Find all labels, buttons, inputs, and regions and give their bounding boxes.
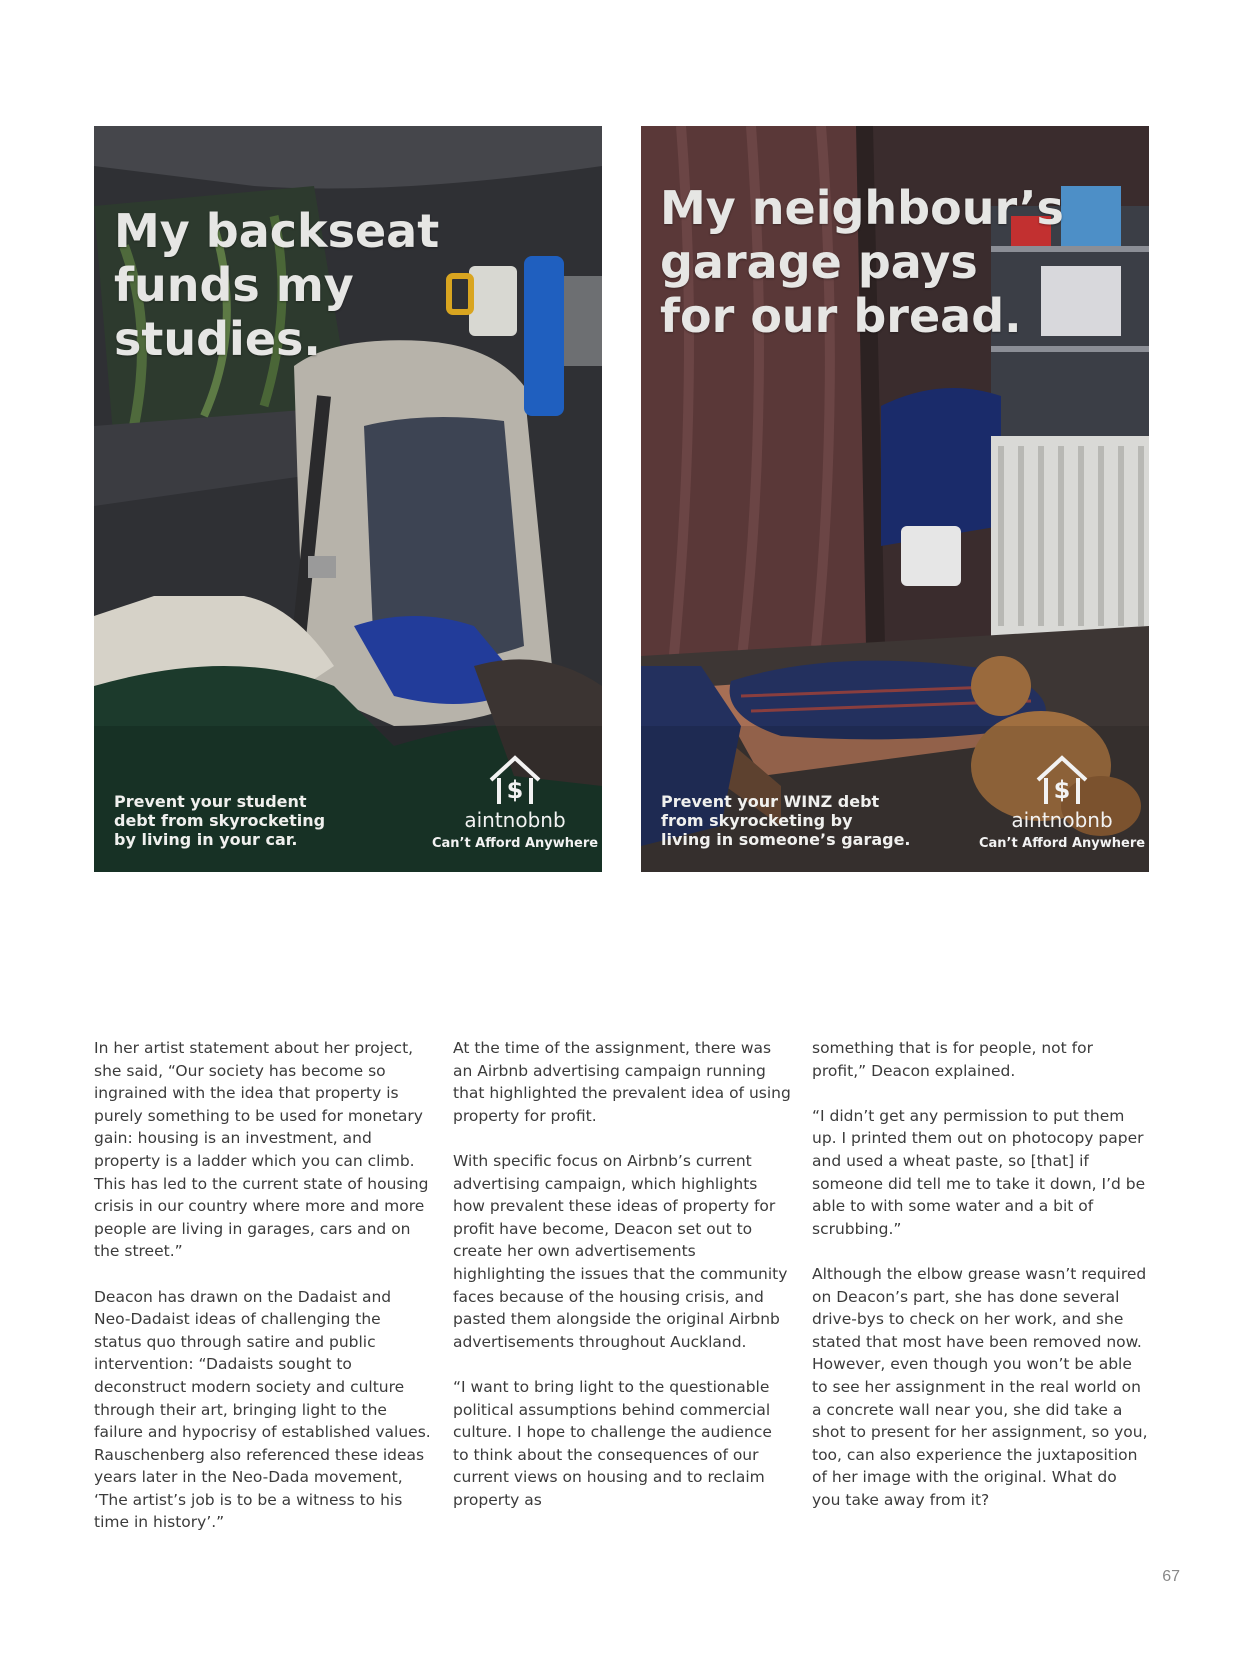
paragraph: Although the elbow grease wasn’t required on Deacon’s part, she has done several drive-bys to check on her work, and she stated that most have been removed now. However, even though you won’t be able to see her assignment in the real world on a concrete wall near you, she did take a shot to present for her assignment, so you, too, can also experience the juxtaposition of her image with the original. What do you take away from it? [812, 1264, 1148, 1509]
paragraph: With specific focus on Airbnb’s current advertising campaign, which highlights how prevalent these ideas of property for profit have become, Deacon set out to create her own advertisements highlighting the issues that the community faces because of the housing crisis, and pasted them alongside the original Airbnb advertisements throughout Auckland. [453, 1151, 788, 1351]
brand-lockup [977, 754, 1147, 853]
paragraph: In her artist statement about her project, she said, “Our society has become so ingrained with the idea that property is purely something to be used for monetary gain: housing is an investment, and property is a ladder which you can climb. This has led to the current state of housing crisis in our country where more and more people are living in garages, cars and on the street.” [94, 1039, 429, 1261]
poster-garage [641, 126, 1149, 872]
paragraph: At the time of the assignment, there was an Airbnb advertising campaign running that highlighted the prevalent idea of using property for profit. [453, 1039, 791, 1125]
article-column-1 [94, 1037, 432, 1557]
paragraph: “I didn’t get any permission to put them up. I printed them out on photocopy paper and used a wheat paste, so [that] if someone did tell me to take it down, I’d be able to with some water and a bit of scrubbing.” [812, 1106, 1146, 1238]
poster-tagline: Prevent your WINZ debt from skyrocketing by living in someone’s garage. [661, 792, 911, 849]
poster-tagline: Prevent your student debt from skyrocketing by living in your car. [114, 792, 326, 849]
house-dollar-icon [1034, 754, 1090, 806]
brand-slogan: Can’t Afford Anywhere [978, 836, 1146, 851]
brand-lockup [430, 754, 600, 853]
page-number: 67 [1162, 1568, 1180, 1585]
brand-symbol: $ [506, 776, 524, 804]
brand-name: aintnobnb [464, 808, 566, 832]
house-dollar-icon [487, 754, 543, 806]
brand-symbol: $ [1053, 776, 1071, 804]
poster-headline: My backseat funds my studies. [114, 204, 440, 366]
brand-name: aintnobnb [1011, 808, 1113, 832]
poster-headline: My neighbour’s garage pays for our bread. [660, 181, 1064, 343]
paragraph: “I want to bring light to the questionable political assumptions behind commercial culture. I hope to challenge the audience to think about the consequences of our current views on housing and to reclaim property as [453, 1377, 772, 1509]
paragraph: Deacon has drawn on the Dadaist and Neo-Dadaist ideas of challenging the status quo through satire and public intervention: “Dadaists sought to deconstruct modern society and culture through their art, bringing light to the failure and hypocrisy of established values. Rauschenberg also referenced these ideas years later in the Neo-Dada movement, ‘The artist’s job is to be a witness to his time in history’.” [94, 1287, 431, 1532]
brand-slogan: Can’t Afford Anywhere [431, 836, 599, 851]
article-column-2 [453, 1037, 791, 1534]
article-column-3 [812, 1037, 1150, 1534]
paragraph: something that is for people, not for profit,” Deacon explained. [812, 1039, 1093, 1080]
poster-backseat [94, 126, 602, 872]
